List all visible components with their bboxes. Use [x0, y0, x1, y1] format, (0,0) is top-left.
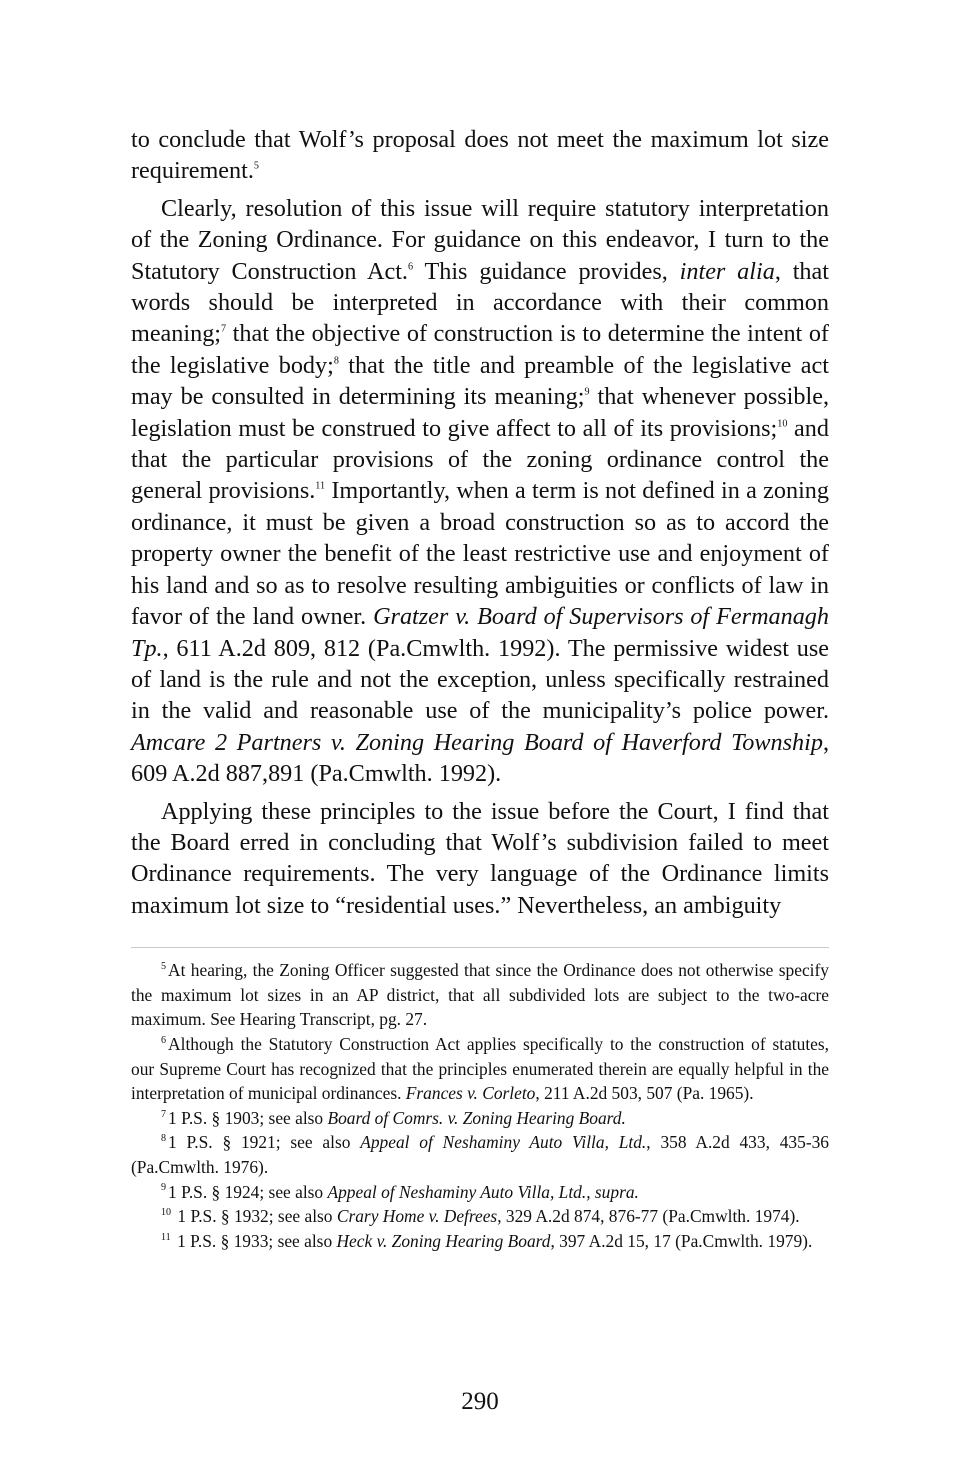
case-citation: Crary Home v. Defrees [336, 1206, 498, 1227]
text-segment: This guidance provides, [413, 257, 680, 285]
footnote-ref: 11 [315, 480, 326, 492]
page-number: 290 [461, 1388, 499, 1415]
footnote-text: 1 P.S. § 1921; see also [168, 1132, 361, 1153]
footnote-text: , 211 A.2d 503, 507 (Pa. 1965). [535, 1083, 754, 1104]
case-citation: Amcare 2 Partners v. Zoning Hearing Board of Haverford Township [131, 728, 823, 756]
footnote-text: , 397 A.2d 15, 17 (Pa.Cmwlth. 1979). [550, 1230, 813, 1251]
footnote-9 [131, 1180, 829, 1205]
text-segment: that the title and preamble of the legislative act may be consulted in determining its meaning; [131, 351, 829, 411]
paragraph-1 [131, 124, 829, 187]
footnote-6 [131, 1032, 829, 1106]
footnote-text: 1 P.S. § 1933; see also [172, 1230, 337, 1251]
case-citation: Board of Comrs. v. Zoning Hearing Board. [327, 1107, 626, 1128]
footnote-number: 9 [161, 1182, 167, 1194]
footnotes [131, 958, 829, 1253]
text-segment: Importantly, when a term is not defined in a zoning ordinance, it must be given a broad construction so as to accord the property owner the benefit of the least restrictive use and enjoyment of his land and so as to resolve resulting ambiguities or conflicts of law in favor of the land owner. [131, 477, 829, 631]
footnote-text: 1 P.S. § 1903; see also [168, 1107, 328, 1128]
case-citation: Gratzer v. Board of Supervisors of Fermanagh Tp. [131, 603, 829, 662]
footnote-ref: 9 [584, 386, 590, 398]
text-segment: , that words should be interpreted in accordance with their common meaning; [131, 257, 829, 348]
text-segment: to conclude that Wolf’s proposal does not meet the maximum lot size requirement. [131, 126, 829, 185]
footnote-7 [131, 1106, 829, 1131]
case-citation: Appeal of Neshaminy Auto Villa, Ltd., supra. [327, 1181, 639, 1202]
footnote-ref: 6 [407, 260, 414, 272]
footnote-divider [131, 947, 829, 948]
case-citation: Appeal of Neshaminy Auto Villa, Ltd. [360, 1132, 647, 1153]
page-content [131, 124, 829, 1253]
footnote-number: 6 [161, 1034, 167, 1046]
footnote-ref: 5 [253, 160, 259, 172]
footnote-text: 1 P.S. § 1924; see also [168, 1181, 328, 1202]
footnote-number: 5 [161, 961, 167, 973]
footnote-ref: 8 [333, 355, 339, 367]
paragraph-3 [131, 796, 829, 922]
footnote-11 [131, 1229, 829, 1254]
text-segment: , 609 A.2d 887,891 (Pa.Cmwlth. 1992). [131, 728, 829, 788]
footnote-5 [131, 958, 829, 1032]
footnote-text: , 329 A.2d 874, 876-77 (Pa.Cmwlth. 1974). [497, 1206, 800, 1227]
paragraph-2 [131, 193, 829, 790]
text-segment: Applying these principles to the issue before the Court, I find that the Board erred in concluding that Wolf’s subdivision failed to meet Ordinance requirements. The very language of the Ordinance limits maximum lot size to “residential uses.” Nevertheless, an ambiguity [131, 797, 829, 919]
text-segment: Clearly, resolution of this issue will require statutory interpretation of the Zoning Ordinance. For guidance on this endeavor, I turn to the Statutory Construction Act. [131, 194, 829, 285]
footnote-number: 8 [161, 1133, 167, 1145]
footnote-number: 10 [161, 1207, 172, 1219]
text-segment: that whenever possible, legislation must be construed to give affect to all of its provisions; [131, 383, 829, 442]
footnote-text: Although the Statutory Construction Act applies specifically to the construction of statutes, our Supreme Court has recognized that the principles enumerated therein are equally helpful in the interpretation of municipal ordinances. [131, 1033, 829, 1104]
footnote-8 [131, 1130, 829, 1179]
text-segment: , 611 A.2d 809, 812 (Pa.Cmwlth. 1992). The permissive widest use of land is the rule and not the exception, unless specifically restrained in the valid and reasonable use of the municipality’s police power. [131, 634, 829, 725]
latin-phrase: inter alia [679, 257, 775, 285]
footnote-number: 7 [161, 1108, 167, 1120]
footnote-ref: 10 [777, 418, 788, 430]
footnote-text: 1 P.S. § 1932; see also [173, 1206, 337, 1227]
text-segment: that the objective of construction is to determine the intent of the legislative body; [131, 320, 829, 379]
footnote-ref: 7 [221, 323, 227, 335]
footnote-text: , 358 A.2d 433, 435-36 (Pa.Cmwlth. 1976). [131, 1132, 829, 1177]
case-citation: Frances v. Corleto [405, 1083, 536, 1104]
footnote-10 [131, 1204, 829, 1229]
main-text [131, 124, 829, 921]
footnote-text: At hearing, the Zoning Officer suggested that since the Ordinance does not otherwise specify the maximum lot sizes in an AP district, that all subdivided lots are subject to the two-acre maximum. See Hearing Transcript, pg. 27. [131, 960, 829, 1030]
case-citation: Heck v. Zoning Hearing Board [336, 1230, 551, 1251]
footnote-number: 11 [161, 1231, 171, 1243]
text-segment: and that the particular provisions of the zoning ordinance control the general provisions. [131, 414, 829, 505]
